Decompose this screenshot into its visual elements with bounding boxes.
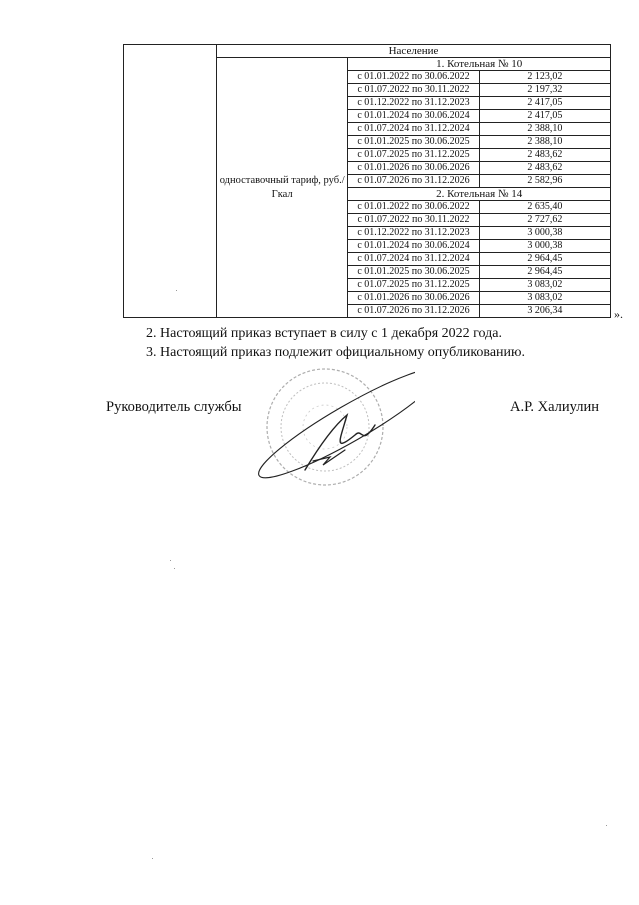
- value-cell: 2 388,10: [479, 136, 610, 149]
- value-cell: 2 388,10: [479, 123, 610, 136]
- period-cell: с 01.01.2024 по 30.06.2024: [348, 110, 479, 123]
- paragraph-3: 3. Настоящий приказ подлежит официальному опубликованию.: [146, 345, 525, 360]
- tariff-label: одноставочный тариф, руб./Гкал: [217, 58, 348, 318]
- period-cell: с 01.07.2022 по 30.11.2022: [348, 84, 479, 97]
- period-cell: с 01.12.2022 по 31.12.2023: [348, 97, 479, 110]
- period-cell: с 01.01.2022 по 30.06.2022: [348, 71, 479, 84]
- round-stamp: [267, 369, 383, 485]
- value-cell: 2 417,05: [479, 97, 610, 110]
- period-cell: с 01.07.2024 по 31.12.2024: [348, 123, 479, 136]
- tariff-table: [123, 44, 611, 318]
- value-cell: 3 000,38: [479, 227, 610, 240]
- value-cell: 2 964,45: [479, 253, 610, 266]
- value-cell: 3 083,02: [479, 292, 610, 305]
- value-cell: 3 083,02: [479, 279, 610, 292]
- value-cell: 2 582,96: [479, 175, 610, 188]
- scan-speck: [606, 825, 607, 826]
- empty-cell: [124, 45, 217, 318]
- value-cell: 3 206,34: [479, 305, 610, 318]
- period-cell: с 01.01.2025 по 30.06.2025: [348, 136, 479, 149]
- scan-speck: [152, 858, 153, 859]
- period-cell: с 01.07.2026 по 31.12.2026: [348, 305, 479, 318]
- scan-speck: [176, 290, 177, 291]
- group-title: 1. Котельная № 10: [348, 58, 611, 71]
- period-cell: с 01.07.2024 по 31.12.2024: [348, 253, 479, 266]
- value-cell: 2 635,40: [479, 201, 610, 214]
- period-cell: с 01.01.2026 по 30.06.2026: [348, 162, 479, 175]
- period-cell: с 01.07.2025 по 31.12.2025: [348, 279, 479, 292]
- period-cell: с 01.07.2025 по 31.12.2025: [348, 149, 479, 162]
- scan-speck: [170, 560, 171, 561]
- closing-quote: ».: [614, 307, 623, 321]
- signature-mark: [250, 365, 415, 491]
- period-cell: с 01.01.2022 по 30.06.2022: [348, 201, 479, 214]
- official-stamp-and-signature: [235, 365, 415, 495]
- signatory-name: А.Р. Халиулин: [510, 399, 599, 415]
- value-cell: 2 483,62: [479, 149, 610, 162]
- value-cell: 2 417,05: [479, 110, 610, 123]
- value-cell: 2 197,32: [479, 84, 610, 97]
- period-cell: с 01.07.2022 по 30.11.2022: [348, 214, 479, 227]
- paragraph-2: 2. Настоящий приказ вступает в силу с 1 декабря 2022 года.: [146, 326, 502, 341]
- signatory-position: Руководитель службы: [106, 399, 242, 415]
- group-title: 2. Котельная № 14: [348, 188, 611, 201]
- value-cell: 2 123,02: [479, 71, 610, 84]
- period-cell: с 01.12.2022 по 31.12.2023: [348, 227, 479, 240]
- value-cell: 2 727,62: [479, 214, 610, 227]
- period-cell: с 01.01.2024 по 30.06.2024: [348, 240, 479, 253]
- period-cell: с 01.07.2026 по 31.12.2026: [348, 175, 479, 188]
- value-cell: 2 964,45: [479, 266, 610, 279]
- value-cell: 3 000,38: [479, 240, 610, 253]
- scan-speck: [174, 568, 175, 569]
- section-header: Население: [217, 45, 611, 58]
- period-cell: с 01.01.2025 по 30.06.2025: [348, 266, 479, 279]
- table-header-row: [124, 45, 611, 58]
- value-cell: 2 483,62: [479, 162, 610, 175]
- period-cell: с 01.01.2026 по 30.06.2026: [348, 292, 479, 305]
